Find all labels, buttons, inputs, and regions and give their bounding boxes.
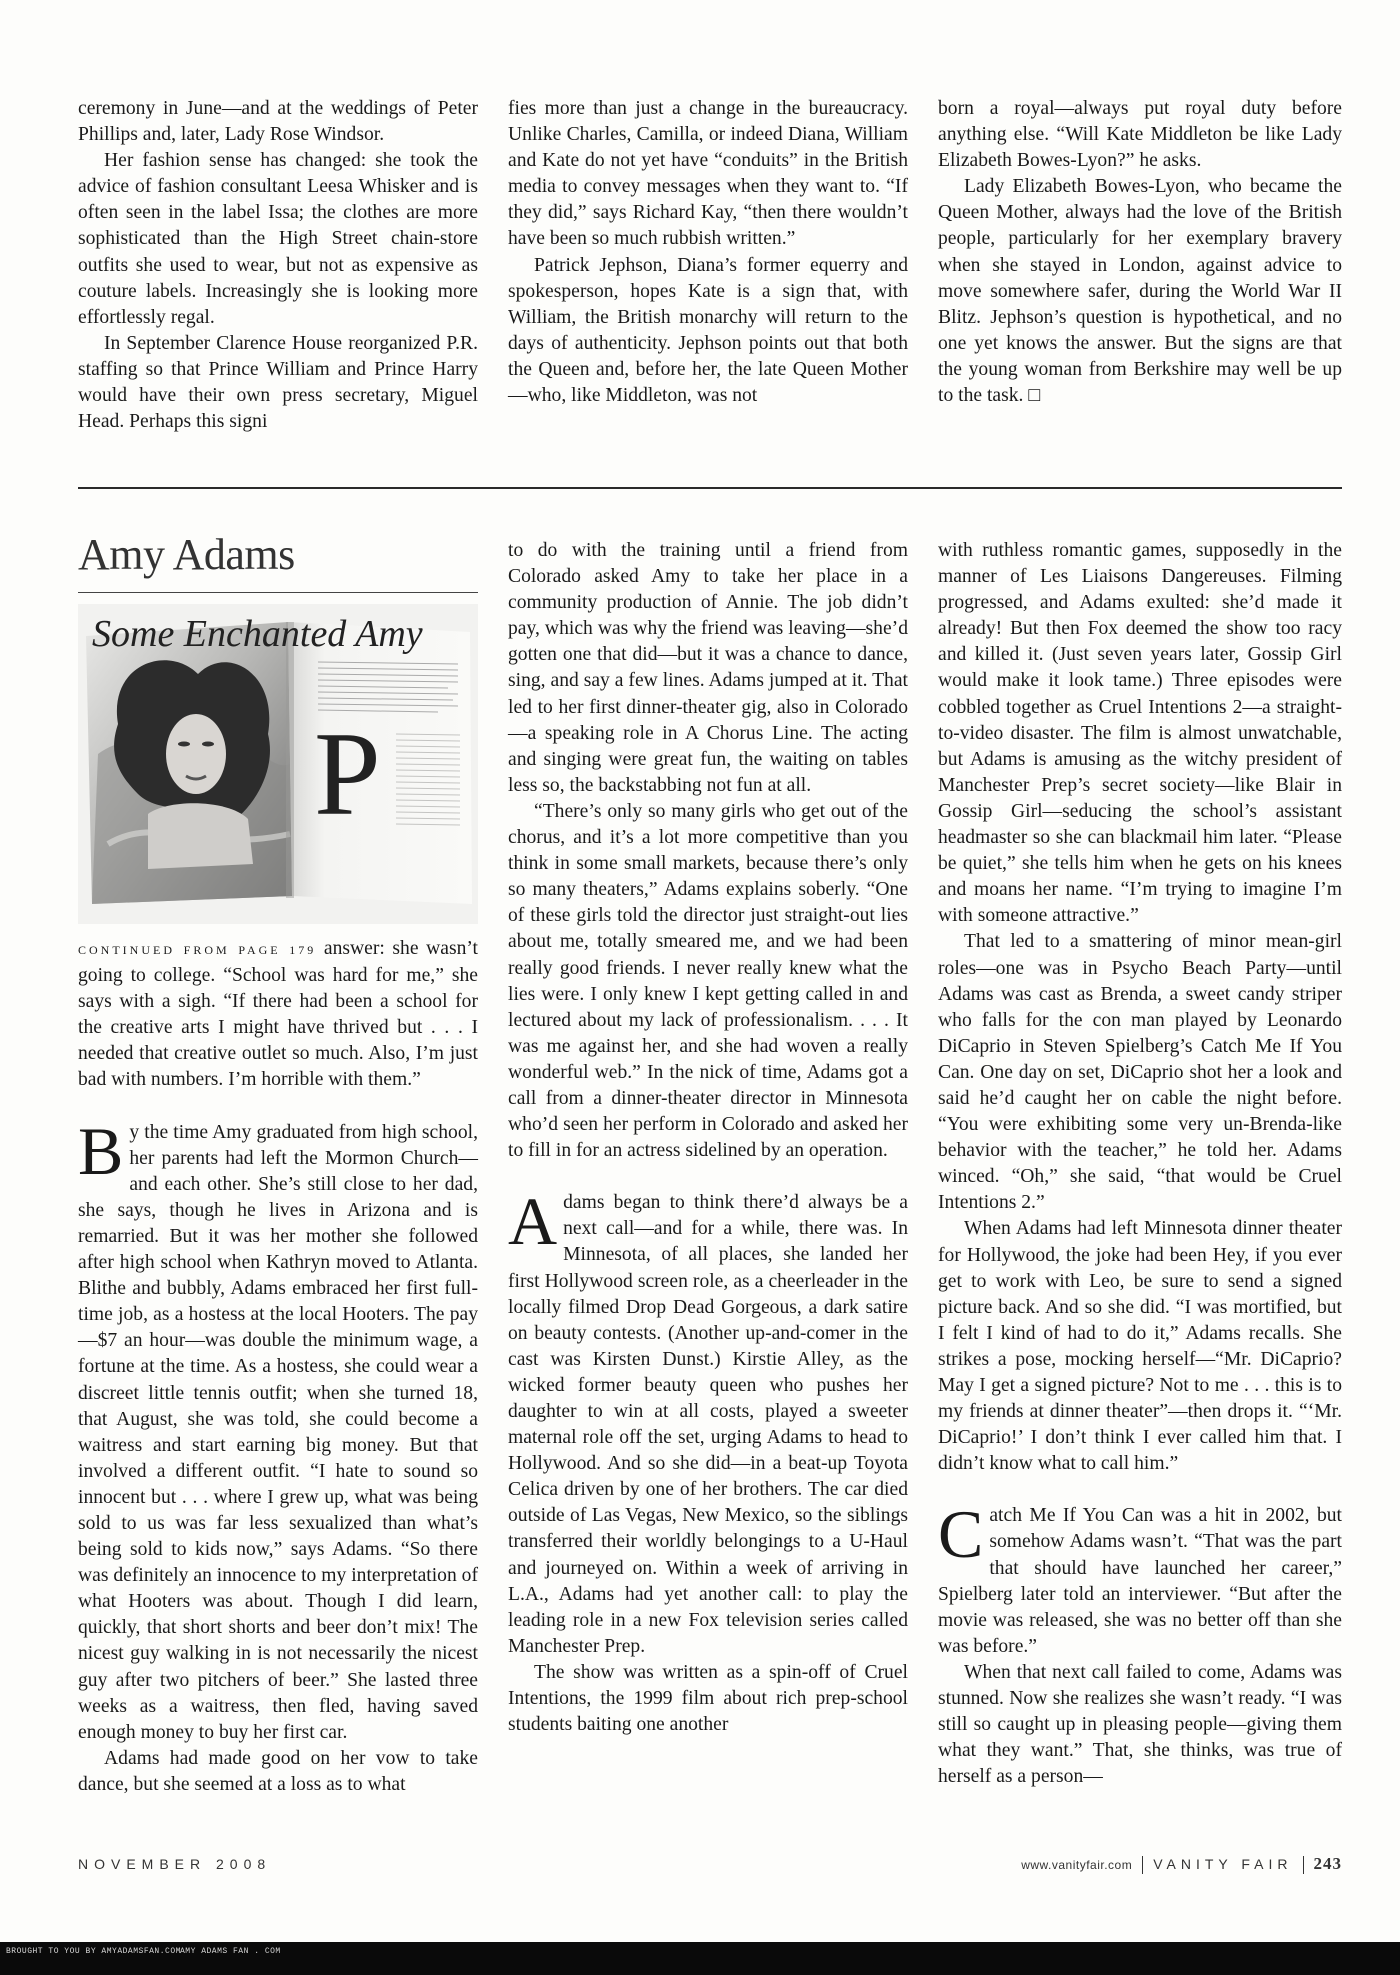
magazine-name: VANITY FAIR (1153, 1856, 1293, 1872)
page-number: 243 (1313, 1854, 1342, 1873)
paragraph: Lady Elizabeth Bowes-Lyon, who became the Queen Mother, always had the love of the British people, particularly for her exemplary bravery when she stayed in London, against advice to move somewhere safer, during the World War II Blitz. Jephson’s question is hypothetical, and no one yet knows the answer. But the signs are that the young woman from Berkshire may well be up to the task. □ (938, 176, 1342, 407)
drop-cap: C (938, 1496, 984, 1573)
paragraph: By the time Amy graduated from high school, her parents had left the Mormon Church—and each other. She’s still close to her dad, she says, though he lives in Arizona and is remarried. But it was her mother she followed after high school when Kathryn moved to Atlanta. Blithe and bubbly, Adams embraced her first full-time job, as a hostess at the local Hooters. The pay—$7 an hour—was double the minimum wage, a fortune at the time. As a hostess, she could wear a discreet little tennis outfit; when she turned 18, that August, she was told, she could become a waitress and start earning big money. But that involved a different outfit. “I hate to sound so innocent but . . . where I grew up, what was being sold to us was far less sexualized than what’s being sold to kids now,” says Adams. “So there was definitely an innocence to my interpretation of what Hooters was about. Though I did learn, quickly, that short shorts and beer don’t mix! The nicest guy walking in is not necessarily the nicest guy after two pitchers of beer.” She lasted three weeks as a waitress, then fled, having saved enough money to buy her first car. (78, 1112, 478, 1743)
credit-left: BROUGHT TO YOU BY AMYADAMSFAN.COM (6, 1947, 181, 1956)
paragraph: to do with the training until a friend from Colorado asked Amy to take her place in a community production of Annie. The job didn’t pay, which was why the friend was leaving—she’d gotten one that did—but it was a chance to dance, sing, and say a few lines. Adams jumped at it. That led to her first dinner-theater gig, also in Colorado—a speaking role in A Chorus Line. The acting and singing were great fun, the waiting on tables less so, the backstabbing not fun at all. (508, 540, 908, 796)
paragraph: “There’s only so many girls who get out of the chorus, and it’s a lot more competitive than you think in some small markets, because there’s only so many theaters,” Adams explains soberly. “One of these girls told the director just straight-out lies about me, totally smeared me, and we had been really good friends. I never really knew what the lies were. I only knew I kept getting called in and lectured about my lack of professionalism. . . . It was me against her, and she had woven a really wonderful web.” In the nick of time, Adams got a call from a dinner-theater director in Minnesota who’d seen her perform in Colorado and asked her to fill in for an actress sidelined by an operation. (508, 800, 908, 1162)
credit-right: AMY ADAMS FAN . COM (180, 1947, 281, 1956)
scan-credit-bar (0, 1942, 1400, 1975)
top-column-3 (938, 96, 1342, 409)
top-column-2 (508, 96, 908, 409)
drop-cap: A (508, 1183, 558, 1260)
continued-label: CONTINUED FROM PAGE 179 (78, 943, 317, 957)
paragraph: CONTINUED FROM PAGE 179 answer: she wasn’t going to college. “School was hard for me,” she says with a sigh. “If there had been a school for the creative arts I might have thrived but . . . I needed that creative outlet so much. Also, I’m just bad with numbers. I’m horrible with them.” (78, 938, 478, 1091)
paragraph: When that next call failed to come, Adams was stunned. Now she realizes she wasn’t ready. “I was still so caught up in pleasing people—giving them what they want.” That, she thinks, was true of herself as a person— (938, 1661, 1342, 1788)
website-url: www.vanityfair.com (1021, 1858, 1133, 1872)
paragraph: The show was written as a spin-off of Cruel Intentions, the 1999 film about rich prep-school students baiting one another (508, 1661, 908, 1736)
issue-date: NOVEMBER 2008 (78, 1856, 272, 1872)
paragraph: Adams had made good on her vow to take dance, but she seemed at a loss as to what (78, 1747, 478, 1795)
drop-cap: B (78, 1112, 124, 1189)
paragraph: ceremony in June—and at the weddings of Peter Phillips and, later, Lady Rose Windsor. (78, 98, 478, 146)
paragraph: born a royal—always put royal duty before anything else. “Will Kate Middleton be like Lady Elizabeth Bowes-Lyon?” he asks. (938, 98, 1342, 172)
footer-separator (1303, 1856, 1304, 1874)
footer-separator (1142, 1856, 1143, 1874)
article-column-1 (78, 936, 478, 1798)
paragraph: with ruthless romantic games, supposedly in the manner of Les Liaisons Dangereuses. Filming progressed, and Adams exulted: she’d made it already! But then Fox deemed the show too racy and killed it. (Just seven years later, Gossip Girl would make it look tame.) Three episodes were cobbled together as Cruel Intentions 2—a straight-to-video disaster. The film is almost unwatchable, but Adams is amusing as the witchy president of Manchester Prep’s secret society—like Blair in Gossip Girl—seducing the school’s assistant headmaster so she can blackmail him later. “Please be quiet,” she tells him when he gets on his knees and moans her name. “I’m trying to imagine I’m with someone attractive.” (938, 540, 1342, 927)
section-heading: Amy Adams (78, 530, 295, 579)
section-divider (78, 487, 1342, 489)
paragraph: In September Clarence House reorganized P.R. staffing so that Prince William and Prince Harry would have their own press secretary, Miguel Head. Perhaps this signi (78, 332, 478, 433)
magazine-spread-illustration (78, 604, 478, 924)
article-column-3 (938, 538, 1342, 1790)
paragraph: Patrick Jephson, Diana’s former equerry and spokesperson, hopes Kate is a sign that, with William, the British monarchy will return to the days of authenticity. Jephson points out that both the Queen and, before her, the late Queen Mother—who, like Middleton, was not (508, 254, 908, 407)
top-column-1 (78, 96, 478, 435)
paragraph: Catch Me If You Can was a hit in 2002, but somehow Adams wasn’t. “That was the part that should have launched her career,” Spielberg later told an interviewer. “But after the movie was released, she was no better off than she was before.” (938, 1496, 1342, 1657)
article-column-2 (508, 538, 908, 1738)
page-footer (78, 1856, 1342, 1876)
paragraph: That led to a smattering of minor mean-girl roles—one was in Psycho Beach Party—until Adams was cast as Brenda, a sweet candy striper who falls for the con man played by Leonardo DiCaprio in Steven Spielberg’s Catch Me If You Can. One day on set, DiCaprio shot her a look and said he’d caught her on cable the night before. “You were exhibiting some very un-Brenda-like behavior with the teacher,” he told her. Adams winced. “Oh,” she said, “that would be Cruel Intentions 2.” (938, 931, 1342, 1214)
spread-drop-letter: P (314, 707, 381, 840)
footer-right (1021, 1854, 1342, 1874)
spread-headline: Some Enchanted Amy (92, 613, 423, 655)
paragraph: Her fashion sense has changed: she took the advice of fashion consultant Leesa Whisker and is often seen in the label Issa; the clothes are more sophisticated than the High Street chain-store outfits she used to wear, but not as expensive as couture labels. Increasingly she is looking more effortlessly regal. (78, 150, 478, 328)
heading-underline (78, 592, 478, 593)
paragraph: When Adams had left Minnesota dinner theater for Hollywood, the joke had been Hey, if you ever get to work with Leo, be sure to send a signed picture back. And so she did. “I was mortified, but I felt I kind of had to do it,” Adams recalls. She strikes a pose, mocking herself—“Mr. DiCaprio? May I get a signed picture? Not to me . . . this is to my friends at dinner theater”—then drops it. “‘Mr. DiCaprio!’ I don’t think I ever called him that. I didn’t know what to call him.” (938, 1218, 1342, 1475)
portrait-face (166, 714, 226, 794)
magazine-spread-image (78, 604, 478, 924)
paragraph: fies more than just a change in the bureaucracy. Unlike Charles, Camilla, or indeed Diana, William and Kate do not yet have “conduits” in the British media to convey messages when they want to. “If they did,” says Richard Kay, “then there wouldn’t have been so much rubbish written.” (508, 98, 908, 250)
paragraph: Adams began to think there’d always be a next call—and for a while, there was. In Minnesota, of all places, she landed her first Hollywood screen role, as a cheerleader in the locally filmed Drop Dead Gorgeous, a dark satire on beauty contests. (Another up-and-comer in the cast was Kirsten Dunst.) Kirstie Alley, as the wicked former beauty queen who pushes her daughter to win at all costs, played a sweeter maternal role off the set, urging Adams to head to Hollywood. And so she did—in a beat-up Toyota Celica driven by one of her brothers. The car died outside of Las Vegas, New Mexico, so the siblings transferred their worldly belongings to a U-Haul and journeyed on. Within a week of arriving in L.A., Adams had yet another call: to play the leading role in a new Fox television series called Manchester Prep. (508, 1183, 908, 1657)
